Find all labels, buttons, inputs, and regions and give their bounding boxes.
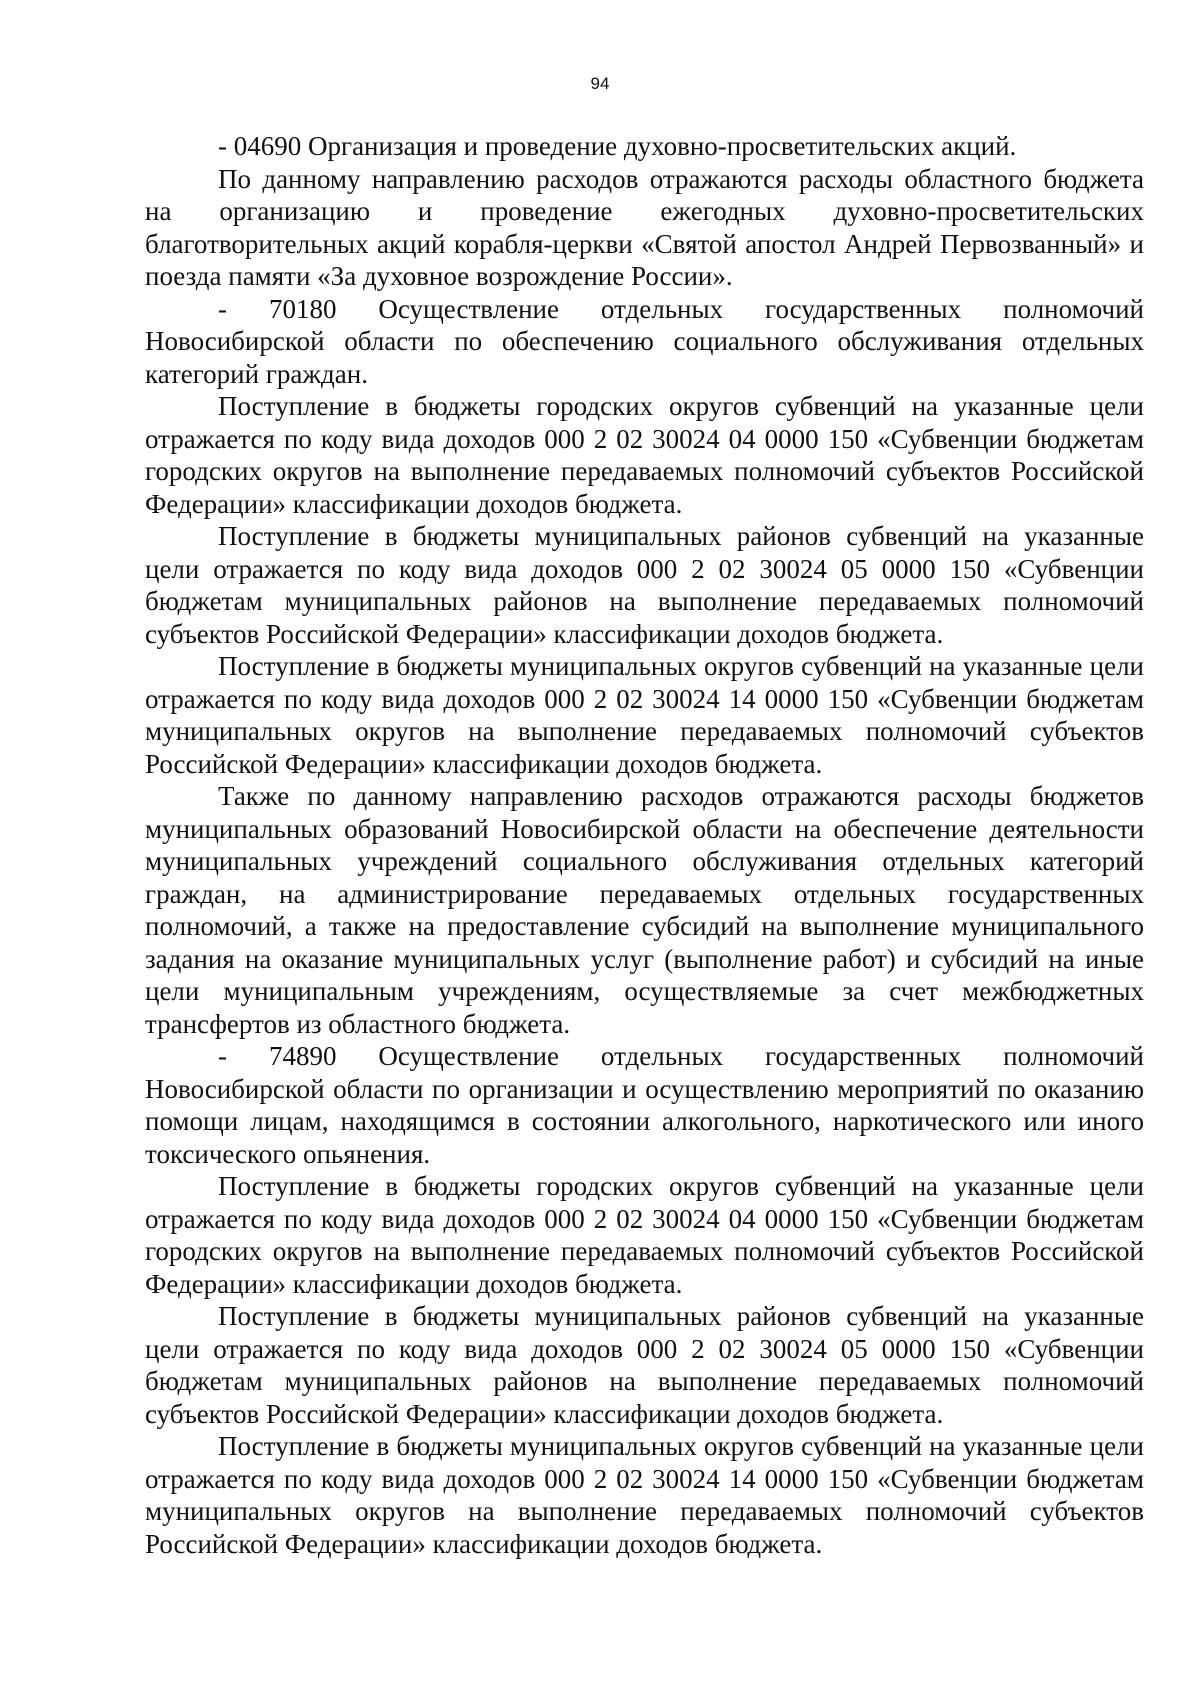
paragraph-70180-municipal-okrugs: Поступление в бюджеты муниципальных округов субвенций на указанные цели отражается по коду вида доходов 000 2 02 30024 14 0000 150 «Субвенции бюджетам муниципальных округов на выполнение передаваемых полномочий субъектов Российской Федерации» классификации доходов бюджета. [145, 651, 1144, 779]
paragraph-code-74890: - 74890 Осуществление отдельных государственных полномочий Новосибирской области по организации и осуществлению мероприятий по оказанию помощи лицам, находящимся в состоянии алкогольного, наркотического или иного токсического опьянения. [145, 1041, 1144, 1169]
paragraph-70180-city-districts: Поступление в бюджеты городских округов субвенций на указанные цели отражается по коду вида доходов 000 2 02 30024 04 0000 150 «Субвенции бюджетам городских округов на выполнение передаваемых полномочий субъектов Российской Федерации» классификации доходов бюджета. [145, 391, 1144, 519]
paragraph-74890-city-districts: Поступление в бюджеты городских округов субвенций на указанные цели отражается по коду вида доходов 000 2 02 30024 04 0000 150 «Субвенции бюджетам городских округов на выполнение передаваемых полномочий субъектов Российской Федерации» классификации доходов бюджета. [145, 1171, 1144, 1299]
page-number: 94 [590, 74, 610, 93]
document-body [145, 130, 1144, 1560]
paragraph-04690-description: По данному направлению расходов отражаются расходы областного бюджета на организацию и проведение ежегодных духовно-просветительских благотворительных акций корабля-церкви «Святой апостол Андрей Первозванный» и поезда памяти «За духовное возрождение России». [145, 163, 1144, 291]
paragraph-74890-municipal-okrugs: Поступление в бюджеты муниципальных округов субвенций на указанные цели отражается по коду вида доходов 000 2 02 30024 14 0000 150 «Субвенции бюджетам муниципальных округов на выполнение передаваемых полномочий субъектов Российской Федерации» классификации доходов бюджета. [145, 1431, 1144, 1559]
paragraph-code-70180: - 70180 Осуществление отдельных государственных полномочий Новосибирской области по обеспечению социального обслуживания отдельных категорий граждан. [145, 293, 1144, 389]
paragraph-code-04690: - 04690 Организация и проведение духовно-просветительских акций. [218, 131, 1017, 161]
paragraph-70180-also: Также по данному направлению расходов отражаются расходы бюджетов муниципальных образований Новосибирской области на обеспечение деятельности муниципальных учреждений социального обслуживания отдельных категорий граждан, на администрирование передаваемых отдельных государственных полномочий, а также на предоставление субсидий на выполнение муниципального задания на оказание муниципальных услуг (выполнение работ) и субсидий на иные цели муниципальным учреждениям, осуществляемые за счет межбюджетных трансфертов из областного бюджета. [145, 781, 1144, 1039]
paragraph-74890-municipal-districts: Поступление в бюджеты муниципальных районов субвенций на указанные цели отражается по коду вида доходов 000 2 02 30024 05 0000 150 «Субвенции бюджетам муниципальных районов на выполнение передаваемых полномочий субъектов Российской Федерации» классификации доходов бюджета. [145, 1301, 1144, 1429]
paragraph-70180-municipal-districts: Поступление в бюджеты муниципальных районов субвенций на указанные цели отражается по коду вида доходов 000 2 02 30024 05 0000 150 «Субвенции бюджетам муниципальных районов на выполнение передаваемых полномочий субъектов Российской Федерации» классификации доходов бюджета. [145, 521, 1144, 649]
